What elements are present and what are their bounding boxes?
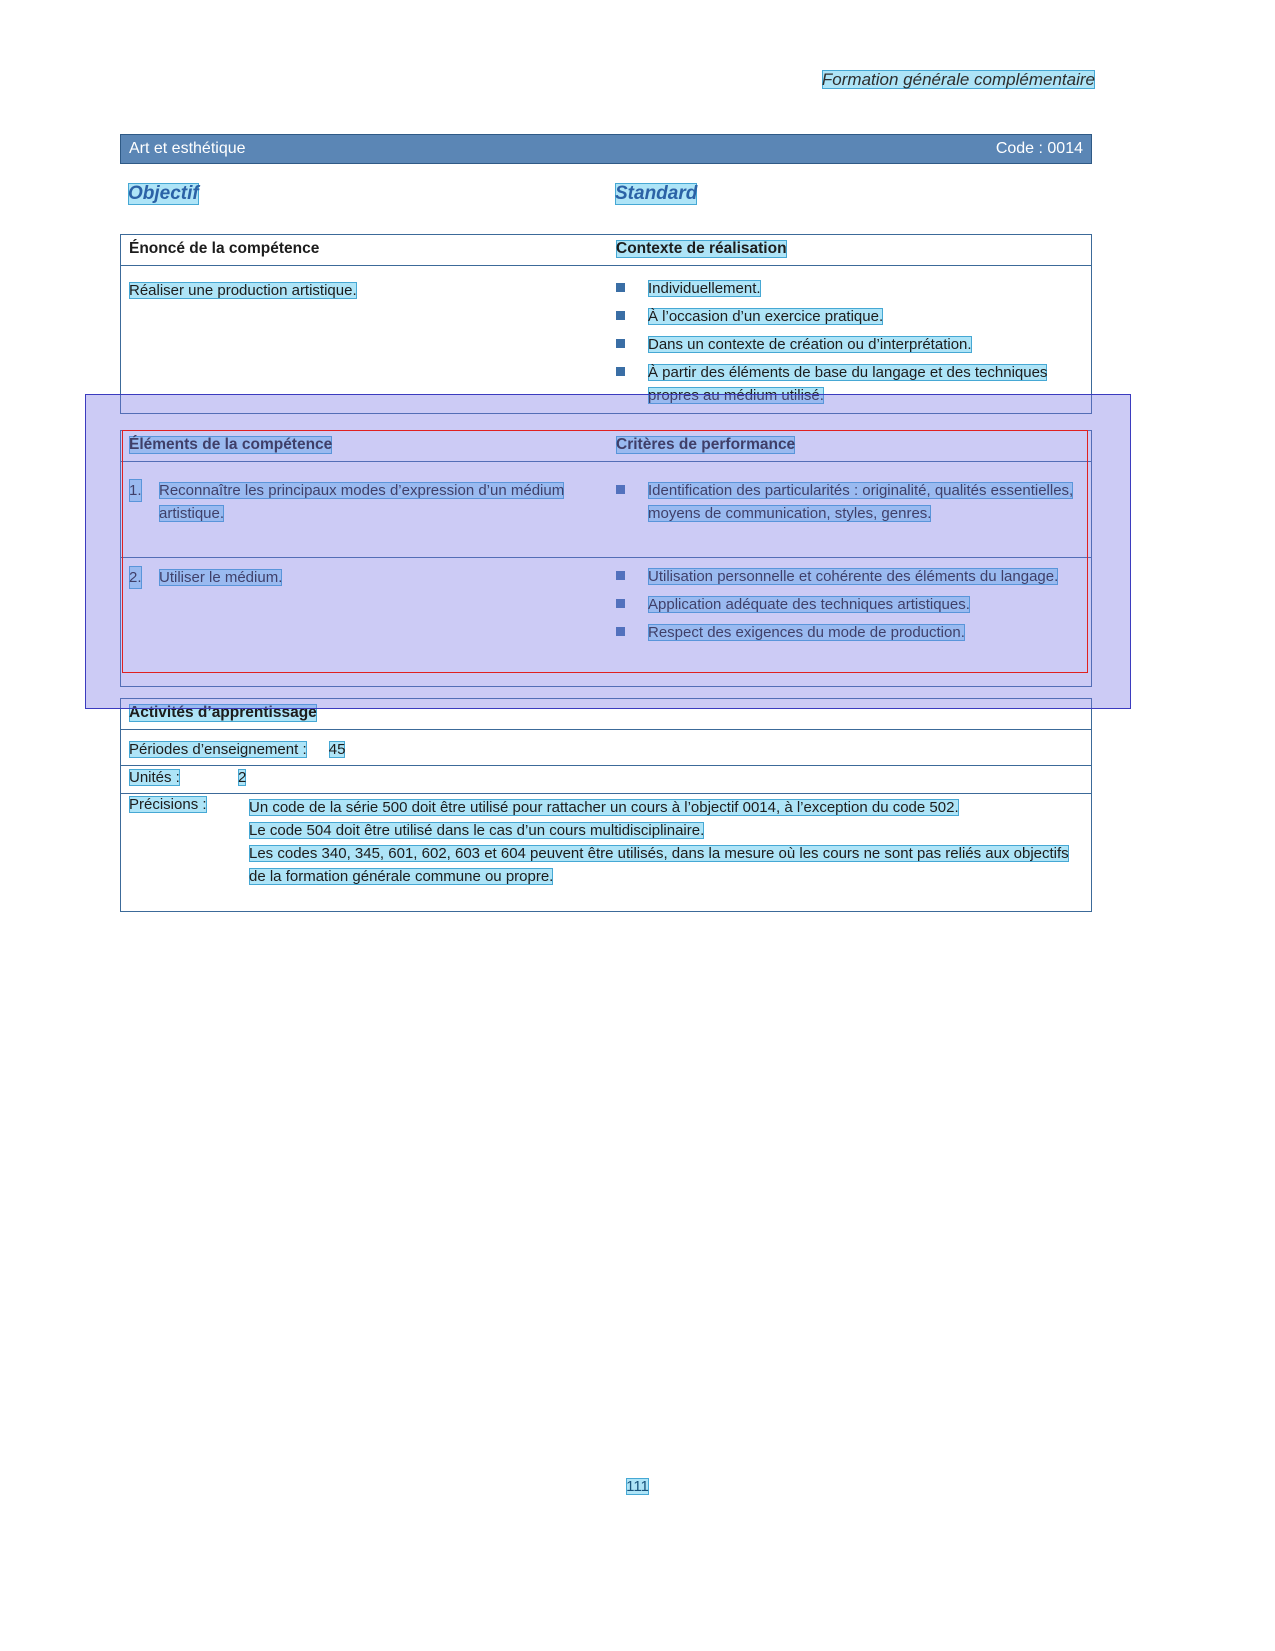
periods-label: Périodes d’enseignement : (129, 741, 307, 758)
elements-head-row (121, 431, 1091, 462)
list-item: Utilisation personnelle et cohérente des éléments du langage. (616, 565, 1086, 588)
element-1-number: 1. (129, 479, 142, 502)
periods-row (129, 741, 345, 758)
course-code-bar (120, 134, 1092, 164)
activities-head-row (121, 699, 1091, 730)
competence-block (120, 234, 1092, 414)
list-item: Dans un contexte de création ou d’interprétation. (616, 333, 1086, 356)
list-item: À partir des éléments de base du langage et des techniques propres au médium utilisé. (616, 361, 1086, 407)
bullet-icon (616, 339, 625, 348)
bullet-icon (616, 367, 625, 376)
list-item: À l’occasion d’un exercice pratique. (616, 305, 1086, 328)
page-number (0, 1478, 1275, 1495)
competence-context-list (616, 277, 1086, 412)
elements-head-left: Éléments de la compétence (129, 436, 333, 453)
elements-head-right: Critères de performance (616, 436, 796, 453)
criteria-2 (616, 565, 1086, 649)
list-item: Application adéquate des techniques artistiques. (616, 593, 1086, 616)
course-title: Art et esthétique (129, 140, 246, 157)
competence-head-left: Énoncé de la compétence (129, 240, 320, 257)
list-item (129, 566, 599, 589)
running-header (735, 70, 1095, 90)
units-row (129, 769, 246, 786)
units-label: Unités : (129, 769, 180, 786)
row-divider (121, 557, 1091, 558)
list-item (129, 479, 599, 525)
element-1 (129, 479, 599, 525)
list-item: Respect des exigences du mode de production. (616, 621, 1086, 644)
criteria-1 (616, 479, 1086, 530)
activities-block (120, 698, 1092, 912)
precision-item: Le code 504 doit être utilisé dans le cas d’un cours multidisciplinaire. (249, 822, 705, 839)
periods-value: 45 (328, 741, 346, 758)
bullet-icon (616, 599, 625, 608)
precisions-text (249, 796, 1069, 888)
competence-head-row (121, 235, 1091, 266)
row-divider (121, 765, 1091, 766)
objectif-standard-row (120, 183, 1092, 209)
bullet-icon (616, 571, 625, 580)
elements-block (120, 430, 1092, 687)
list-item: Individuellement. (616, 277, 1086, 300)
page-number-text: 111 (626, 1478, 649, 1495)
element-2-number: 2. (129, 566, 142, 589)
competence-head-right: Contexte de réalisation (616, 240, 787, 257)
activities-head: Activités d’apprentissage (129, 704, 317, 721)
precisions-label: Précisions : (129, 796, 207, 813)
course-code: Code : 0014 (995, 140, 1083, 157)
competence-statement-text: Réaliser une production artistique. (129, 282, 357, 299)
bullet-icon (616, 627, 625, 636)
precision-item: Les codes 340, 345, 601, 602, 603 et 604 peuvent être utilisés, dans la mesure où les cours ne sont pas reliés aux objectifs de la formation générale commune ou propre. (249, 845, 1069, 885)
precisions-label-wrap (129, 796, 207, 813)
running-header-text: Formation générale complémentaire (821, 70, 1095, 89)
element-2-text: Utiliser le médium. (159, 569, 283, 586)
precision-item: Un code de la série 500 doit être utilisé pour rattacher un cours à l’objectif 0014, à l’exception du code 502. (249, 799, 959, 816)
bullet-icon (616, 311, 625, 320)
list-item: Identification des particularités : originalité, qualités essentielles, moyens de communication, styles, genres. (616, 479, 1086, 525)
bullet-icon (616, 485, 625, 494)
row-divider (121, 793, 1091, 794)
competence-statement (129, 279, 599, 302)
element-2 (129, 566, 599, 589)
units-value: 2 (238, 769, 247, 786)
bullet-icon (616, 283, 625, 292)
column-header-objectif: Objectif (128, 183, 199, 204)
column-header-standard: Standard (615, 183, 698, 204)
element-1-text: Reconnaître les principaux modes d’expression d’un médium artistique. (159, 482, 565, 522)
